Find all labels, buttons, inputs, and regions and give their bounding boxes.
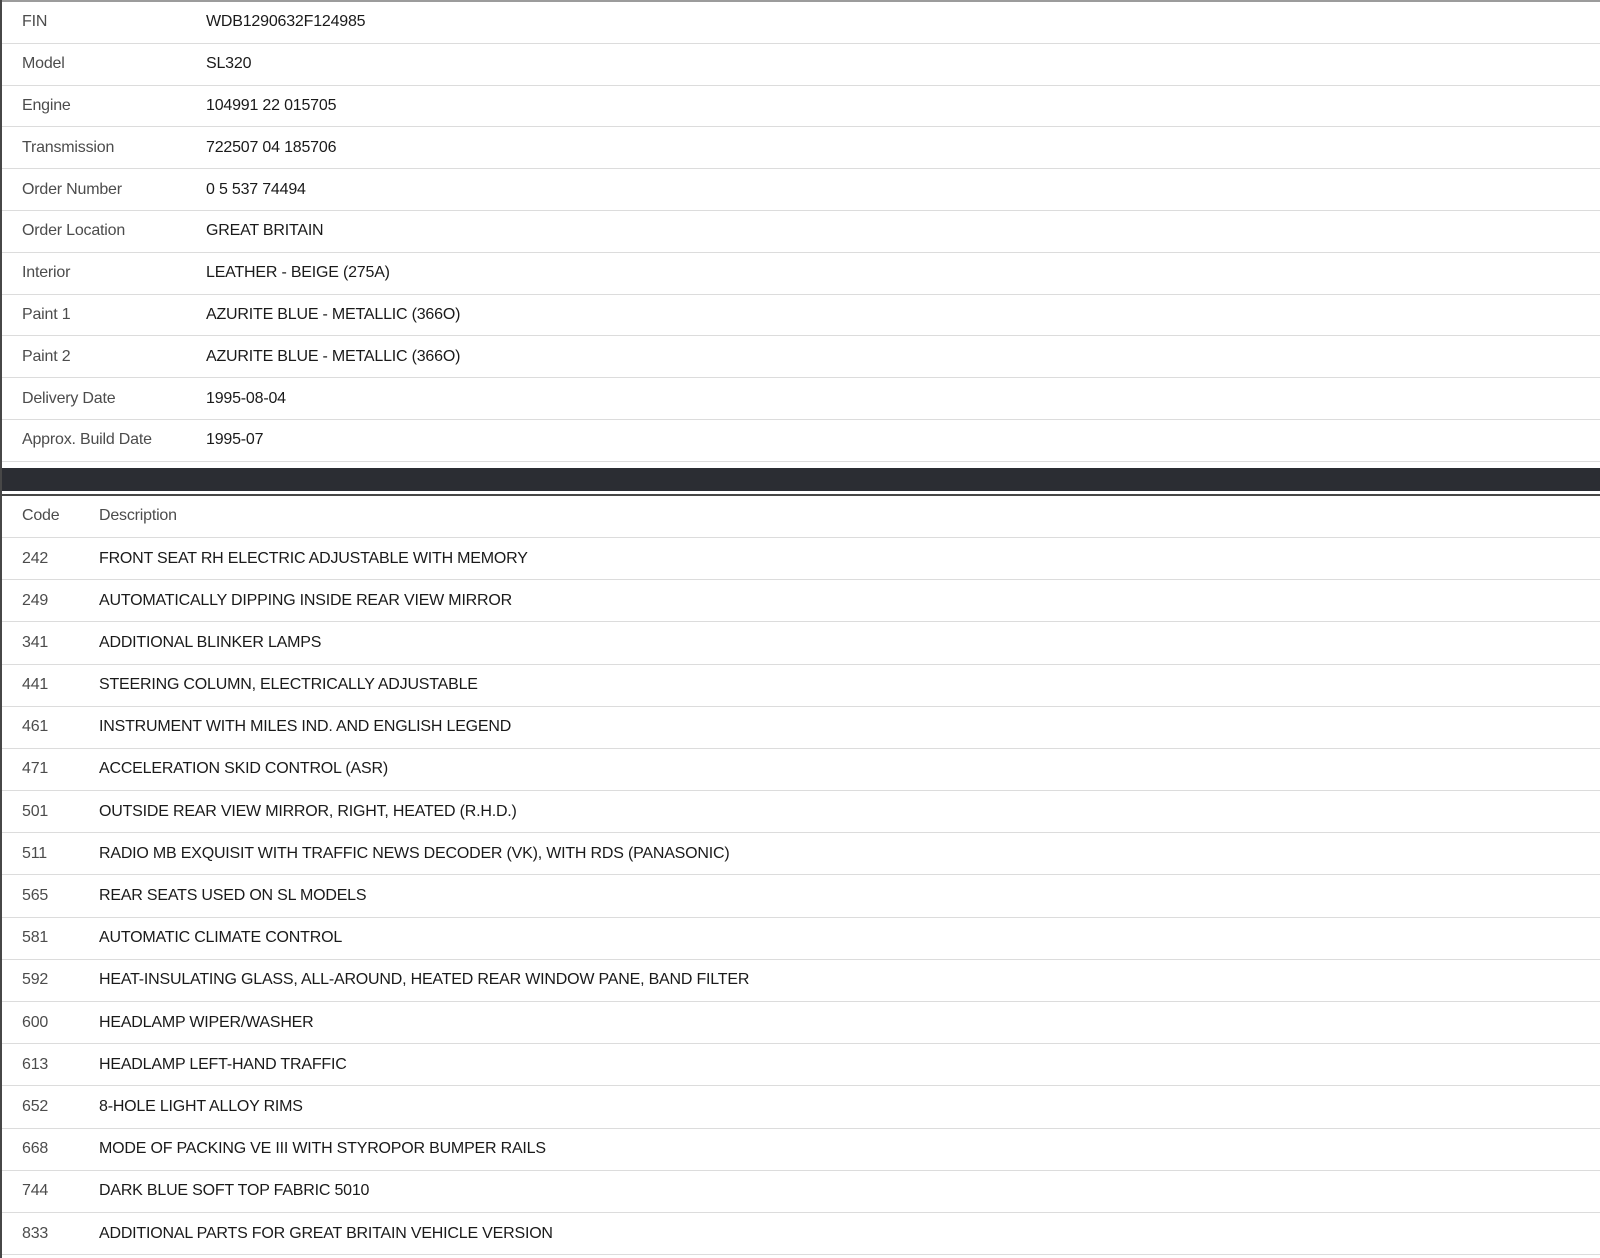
field-value: WDB1290632F124985 — [206, 13, 366, 31]
option-description: HEADLAMP WIPER/WASHER — [99, 1013, 314, 1031]
field-value: 1995-07 — [206, 431, 264, 449]
option-codes-header-row — [2, 496, 1600, 538]
field-label: Paint 1 — [22, 305, 71, 323]
option-description: ACCELERATION SKID CONTROL (ASR) — [99, 760, 388, 778]
field-label: Transmission — [22, 138, 115, 156]
field-label: Paint 2 — [22, 347, 71, 365]
option-code-row — [2, 960, 1600, 1002]
option-code-row — [2, 1213, 1600, 1255]
field-value: 1995-08-04 — [206, 389, 286, 407]
option-code-row — [2, 749, 1600, 791]
vehicle-info-row — [2, 211, 1600, 253]
option-code-row — [2, 791, 1600, 833]
option-description: HEAT-INSULATING GLASS, ALL-AROUND, HEATED REAR WINDOW PANE, BAND FILTER — [99, 971, 750, 989]
section-divider-bar — [2, 468, 1600, 491]
option-description: OUTSIDE REAR VIEW MIRROR, RIGHT, HEATED (R.H.D.) — [99, 802, 517, 820]
description-column-header: Description — [99, 507, 177, 525]
field-value: AZURITE BLUE - METALLIC (366O) — [206, 305, 461, 323]
option-code-row — [2, 538, 1600, 580]
option-description: RADIO MB EXQUISIT WITH TRAFFIC NEWS DECODER (VK), WITH RDS (PANASONIC) — [99, 844, 730, 862]
option-code-row — [2, 707, 1600, 749]
option-code-row — [2, 665, 1600, 707]
option-code: 565 — [22, 887, 49, 905]
option-description: AUTOMATIC CLIMATE CONTROL — [99, 929, 343, 947]
field-value: AZURITE BLUE - METALLIC (366O) — [206, 347, 461, 365]
option-code: 341 — [22, 633, 49, 651]
option-description: ADDITIONAL BLINKER LAMPS — [99, 633, 322, 651]
option-code: 242 — [22, 549, 49, 567]
field-label: Order Number — [22, 180, 122, 198]
field-label: Interior — [22, 264, 71, 282]
option-code: 652 — [22, 1097, 49, 1115]
field-value: GREAT BRITAIN — [206, 222, 324, 240]
field-value: SL320 — [206, 55, 252, 73]
vehicle-info-row — [2, 336, 1600, 378]
option-code: 511 — [22, 844, 47, 862]
option-codes-table — [2, 494, 1600, 1255]
field-label: Engine — [22, 96, 71, 114]
vehicle-info-row — [2, 127, 1600, 169]
option-code-row — [2, 1129, 1600, 1171]
option-code-row — [2, 1044, 1600, 1086]
vehicle-info-table — [2, 0, 1600, 462]
option-code: 441 — [22, 676, 49, 694]
option-code-row — [2, 1002, 1600, 1044]
vehicle-info-row — [2, 86, 1600, 128]
vehicle-info-row — [2, 169, 1600, 211]
field-value: 0 5 537 74494 — [206, 180, 306, 198]
field-value: 104991 22 015705 — [206, 96, 337, 114]
option-code-row — [2, 580, 1600, 622]
option-code: 501 — [22, 802, 49, 820]
vehicle-info-row — [2, 378, 1600, 420]
option-description: 8-HOLE LIGHT ALLOY RIMS — [99, 1097, 303, 1115]
option-description: AUTOMATICALLY DIPPING INSIDE REAR VIEW MIRROR — [99, 591, 512, 609]
option-code-row — [2, 833, 1600, 875]
option-code: 581 — [22, 929, 49, 947]
field-label: Approx. Build Date — [22, 431, 152, 449]
option-code: 744 — [22, 1182, 49, 1200]
code-column-header: Code — [22, 507, 60, 525]
option-code: 668 — [22, 1140, 49, 1158]
option-code-row — [2, 875, 1600, 917]
option-code: 600 — [22, 1013, 49, 1031]
option-description: HEADLAMP LEFT-HAND TRAFFIC — [99, 1055, 347, 1073]
field-label: Order Location — [22, 222, 126, 240]
option-description: FRONT SEAT RH ELECTRIC ADJUSTABLE WITH MEMORY — [99, 549, 528, 567]
option-code: 613 — [22, 1055, 49, 1073]
vehicle-info-row — [2, 2, 1600, 44]
option-description: MODE OF PACKING VE III WITH STYROPOR BUMPER RAILS — [99, 1140, 546, 1158]
vehicle-info-row — [2, 295, 1600, 337]
field-label: FIN — [22, 13, 48, 31]
option-code-row — [2, 918, 1600, 960]
option-description: DARK BLUE SOFT TOP FABRIC 5010 — [99, 1182, 370, 1200]
option-code-row — [2, 1086, 1600, 1128]
field-label: Model — [22, 55, 65, 73]
vehicle-info-row — [2, 420, 1600, 462]
option-description: STEERING COLUMN, ELECTRICALLY ADJUSTABLE — [99, 676, 478, 694]
vehicle-info-row — [2, 253, 1600, 295]
option-code-row — [2, 1171, 1600, 1213]
field-value: LEATHER - BEIGE (275A) — [206, 264, 390, 282]
option-code-row — [2, 622, 1600, 664]
option-code: 461 — [22, 718, 49, 736]
option-description: REAR SEATS USED ON SL MODELS — [99, 887, 367, 905]
option-code: 592 — [22, 971, 49, 989]
option-code: 833 — [22, 1224, 49, 1242]
option-code: 471 — [22, 760, 49, 778]
option-code: 249 — [22, 591, 49, 609]
field-value: 722507 04 185706 — [206, 138, 337, 156]
option-description: ADDITIONAL PARTS FOR GREAT BRITAIN VEHICLE VERSION — [99, 1224, 553, 1242]
vehicle-info-row — [2, 44, 1600, 86]
field-label: Delivery Date — [22, 389, 116, 407]
option-description: INSTRUMENT WITH MILES IND. AND ENGLISH LEGEND — [99, 718, 512, 736]
